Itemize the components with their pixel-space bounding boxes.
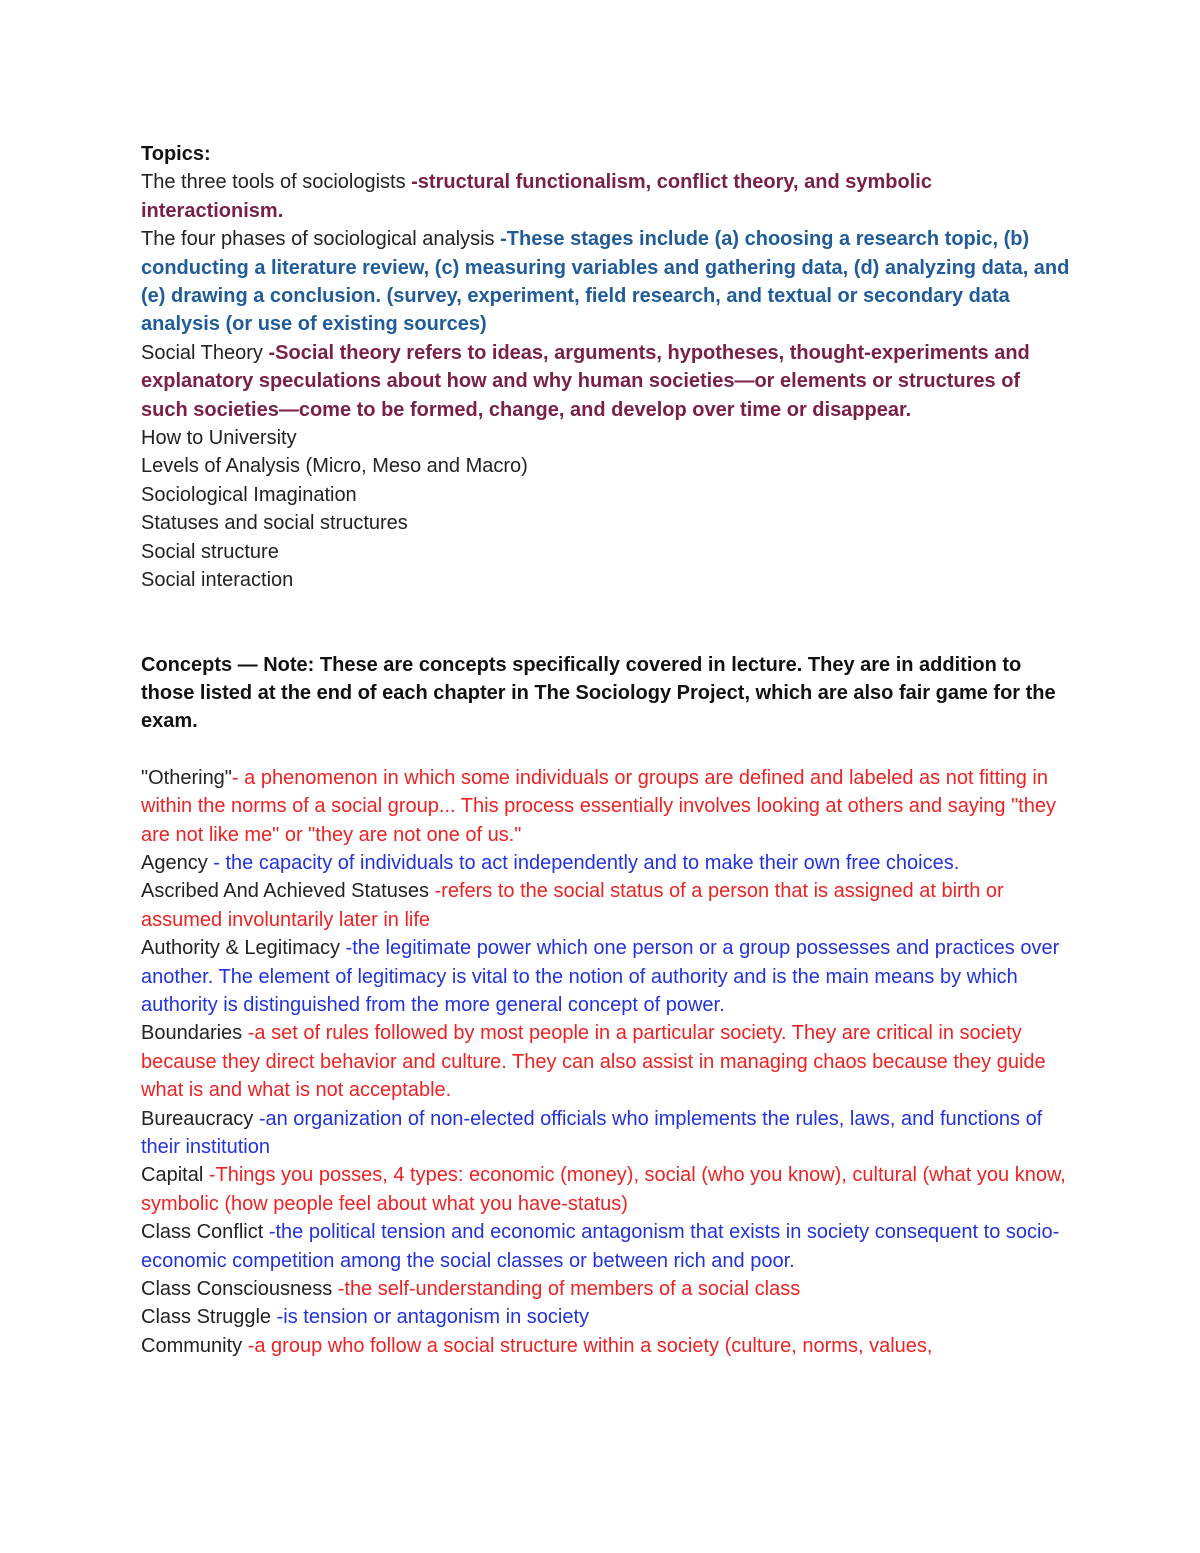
concept-term: Capital — [141, 1164, 209, 1187]
topic-entry-tools — [141, 168, 1071, 225]
topic-definition: -Social theory refers to ideas, arguments, hypotheses, thought-experiments and explanatory speculations about how and why human societies—or elements or structures of such societies—come to be formed, change, and develop over time or disappear. — [141, 341, 1030, 421]
concept-entry — [141, 1105, 1071, 1162]
concept-definition: -is tension or antagonism in society — [276, 1306, 589, 1329]
topic-item: Social structure — [141, 540, 279, 563]
topic-term: The three tools of sociologists — [141, 171, 412, 194]
concept-definition: -the self-understanding of members of a social class — [337, 1278, 801, 1301]
concept-term: Class Struggle — [141, 1306, 277, 1329]
topic-item: Levels of Analysis (Micro, Meso and Macro) — [141, 455, 528, 478]
concept-definition: -the political tension and economic antagonism that exists in society consequent to socio-economic competition among the social classes or between rich and poor. — [141, 1221, 1060, 1272]
document-page — [141, 140, 1071, 1360]
topic-term: Social Theory — [141, 341, 269, 364]
concept-term: Boundaries — [141, 1022, 248, 1045]
concept-term: Authority & Legitimacy — [141, 937, 346, 960]
topic-term: The four phases of sociological analysis — [141, 228, 501, 251]
concept-definition: -a set of rules followed by most people in a particular society. They are critical in society because they direct behavior and culture. They can also assist in managing chaos because they guide what is and what is not acceptable. — [141, 1022, 1046, 1102]
concept-term: Class Consciousness — [141, 1278, 338, 1301]
concept-term: "Othering" — [141, 766, 232, 789]
section-spacer — [141, 595, 1071, 651]
concept-definition: -refers to the social status of a person that is assigned at birth or assumed involuntarily later in life — [141, 880, 1004, 931]
topic-entry-social-theory — [141, 339, 1071, 424]
concepts-heading: Concepts — Note: These are concepts specifically covered in lecture. They are in addition to those listed at the end of each chapter in The Sociology Project, which are also fair game for the exam. — [141, 653, 1056, 733]
concept-entry — [141, 934, 1071, 1019]
concept-definition: -the legitimate power which one person or a group possesses and practices over another. The element of legitimacy is vital to the notion of authority and is the main means by which authority is distinguished from the more general concept of power. — [141, 937, 1060, 1016]
concept-definition: -a group who follow a social structure within a society (culture, norms, values, — [247, 1334, 933, 1357]
concept-entry — [141, 1303, 1071, 1331]
topics-heading: Topics: — [141, 143, 211, 165]
section-spacer — [141, 736, 1071, 764]
topic-item: Social interaction — [141, 569, 294, 592]
concept-term: Community — [141, 1334, 248, 1357]
concept-entry — [141, 1332, 1071, 1360]
topic-definition: -structural functionalism, conflict theory, and symbolic interactionism. — [141, 171, 932, 222]
topic-item: Sociological Imagination — [141, 483, 357, 506]
concept-entry — [141, 877, 1071, 934]
concept-term: Bureaucracy — [141, 1107, 259, 1130]
concept-definition: -Things you posses, 4 types: economic (money), social (who you know), cultural (what you know, symbolic (how people feel about what you have-status) — [141, 1164, 1066, 1215]
concept-entry — [141, 764, 1071, 849]
topic-item: Statuses and social structures — [141, 512, 408, 535]
concept-entry — [141, 1218, 1071, 1275]
concept-entry — [141, 1019, 1071, 1104]
concept-entry — [141, 849, 1071, 877]
topic-item: How to University — [141, 427, 297, 450]
concept-definition: - a phenomenon in which some individuals or groups are defined and labeled as not fitting in within the norms of a social group... This process essentially involves looking at others and saying "they are not like me" or "they are not one of us." — [141, 766, 1056, 846]
concept-entry — [141, 1161, 1071, 1218]
concept-entry — [141, 1275, 1071, 1303]
topic-definition: -These stages include (a) choosing a research topic, (b) conducting a literature review, (c) measuring variables and gathering data, (d) analyzing data, and (e) drawing a conclusion. (survey, experiment, field research, and textual or secondary data analysis (or use of existing sources) — [141, 228, 1070, 336]
concept-term: Class Conflict — [141, 1221, 269, 1244]
topic-entry-phases — [141, 225, 1071, 339]
concept-definition: - the capacity of individuals to act independently and to make their own free choices. — [213, 851, 960, 874]
concept-definition: -an organization of non-elected officials who implements the rules, laws, and functions of their institution — [141, 1107, 1043, 1158]
concept-term: Ascribed And Achieved Statuses — [141, 880, 435, 903]
concept-term: Agency — [141, 851, 214, 874]
